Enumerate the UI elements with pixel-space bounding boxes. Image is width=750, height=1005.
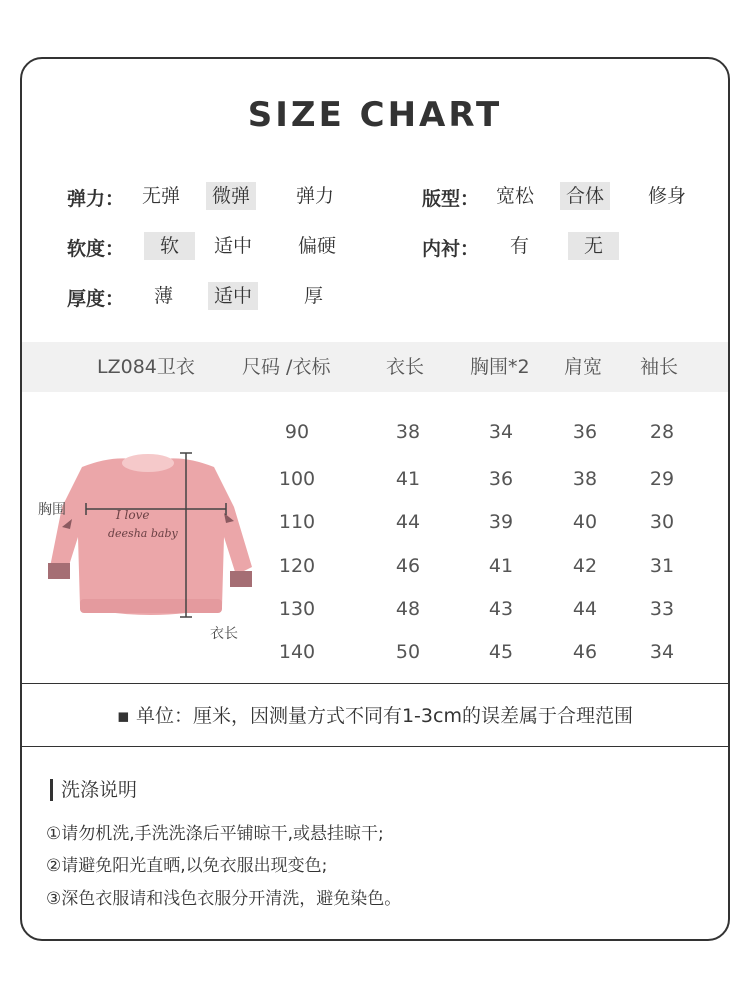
cell-size: 110 xyxy=(278,511,316,533)
cell-length: 46 xyxy=(395,555,421,577)
header-size: 尺码 /衣标 xyxy=(242,356,331,378)
thickness-option-thick: 厚 xyxy=(304,285,324,307)
print-text-line-1: I love xyxy=(116,508,150,522)
softness-option-soft: 软 xyxy=(144,232,195,260)
header-sleeve: 袖长 xyxy=(640,356,679,378)
cell-chest: 45 xyxy=(488,641,514,663)
cell-size: 140 xyxy=(278,641,316,663)
elasticity-option-slight: 微弹 xyxy=(206,182,256,210)
thickness-label: 厚度： xyxy=(67,288,125,310)
elasticity-option-none: 无弹 xyxy=(142,185,181,207)
cell-chest: 34 xyxy=(488,421,514,443)
header-length: 衣长 xyxy=(386,356,425,378)
cell-length: 44 xyxy=(395,511,421,533)
fit-option-regular: 合体 xyxy=(560,182,610,210)
divider-bottom xyxy=(22,746,728,747)
cell-sleeve: 29 xyxy=(649,468,675,490)
lining-label: 内衬： xyxy=(422,238,480,260)
cell-shoulder: 38 xyxy=(572,468,598,490)
length-dimension-label: 衣长 xyxy=(210,626,238,642)
fit-option-slim: 修身 xyxy=(648,185,687,207)
fit-label: 版型： xyxy=(422,188,480,210)
cell-length: 48 xyxy=(395,598,421,620)
cell-shoulder: 36 xyxy=(572,421,598,443)
wash-instructions-title: 洗涤说明 xyxy=(50,779,137,801)
cell-sleeve: 30 xyxy=(649,511,675,533)
size-chart-card xyxy=(20,57,730,941)
cell-sleeve: 28 xyxy=(649,421,675,443)
header-shoulder: 肩宽 xyxy=(564,356,603,378)
cell-shoulder: 44 xyxy=(572,598,598,620)
cell-length: 50 xyxy=(395,641,421,663)
cell-size: 90 xyxy=(284,421,310,443)
print-text-line-2: deesha baby xyxy=(108,527,178,540)
elasticity-option-elastic: 弹力 xyxy=(296,185,335,207)
cell-sleeve: 33 xyxy=(649,598,675,620)
wash-instruction-item: ②请避免阳光直晒,以免衣服出现变色; xyxy=(46,856,328,876)
wash-instruction-item: ①请勿机洗,手洗洗涤后平铺晾干,或悬挂晾干; xyxy=(46,824,384,844)
cell-shoulder: 42 xyxy=(572,555,598,577)
thickness-option-medium: 适中 xyxy=(208,282,258,310)
cell-sleeve: 31 xyxy=(649,555,675,577)
cell-size: 120 xyxy=(278,555,316,577)
cell-shoulder: 40 xyxy=(572,511,598,533)
header-product: LZ084卫衣 xyxy=(97,356,195,378)
cell-chest: 41 xyxy=(488,555,514,577)
softness-option-medium: 适中 xyxy=(214,235,253,257)
chest-dimension-label: 胸围 xyxy=(38,502,66,518)
unit-note: ▪ 单位：厘米，因测量方式不同有1-3cm的误差属于合理范围 xyxy=(117,705,633,727)
size-table-header xyxy=(22,342,728,392)
cell-chest: 43 xyxy=(488,598,514,620)
sweatshirt-illustration xyxy=(30,447,270,637)
page-title: SIZE CHART xyxy=(247,95,503,135)
softness-option-hard: 偏硬 xyxy=(298,235,337,257)
cell-size: 130 xyxy=(278,598,316,620)
lining-option-yes: 有 xyxy=(510,235,530,257)
wash-instruction-item: ③深色衣服请和浅色衣服分开清洗，避免染色。 xyxy=(46,889,402,909)
softness-label: 软度： xyxy=(67,238,125,260)
cell-sleeve: 34 xyxy=(649,641,675,663)
header-chest: 胸围*2 xyxy=(470,356,530,378)
cell-shoulder: 46 xyxy=(572,641,598,663)
divider-top xyxy=(22,683,728,684)
cell-length: 38 xyxy=(395,421,421,443)
thickness-option-thin: 薄 xyxy=(154,285,174,307)
cell-chest: 36 xyxy=(488,468,514,490)
cell-size: 100 xyxy=(278,468,316,490)
fit-option-loose: 宽松 xyxy=(496,185,535,207)
elasticity-label: 弹力： xyxy=(67,188,125,210)
lining-option-no: 无 xyxy=(568,232,619,260)
cell-length: 41 xyxy=(395,468,421,490)
cell-chest: 39 xyxy=(488,511,514,533)
